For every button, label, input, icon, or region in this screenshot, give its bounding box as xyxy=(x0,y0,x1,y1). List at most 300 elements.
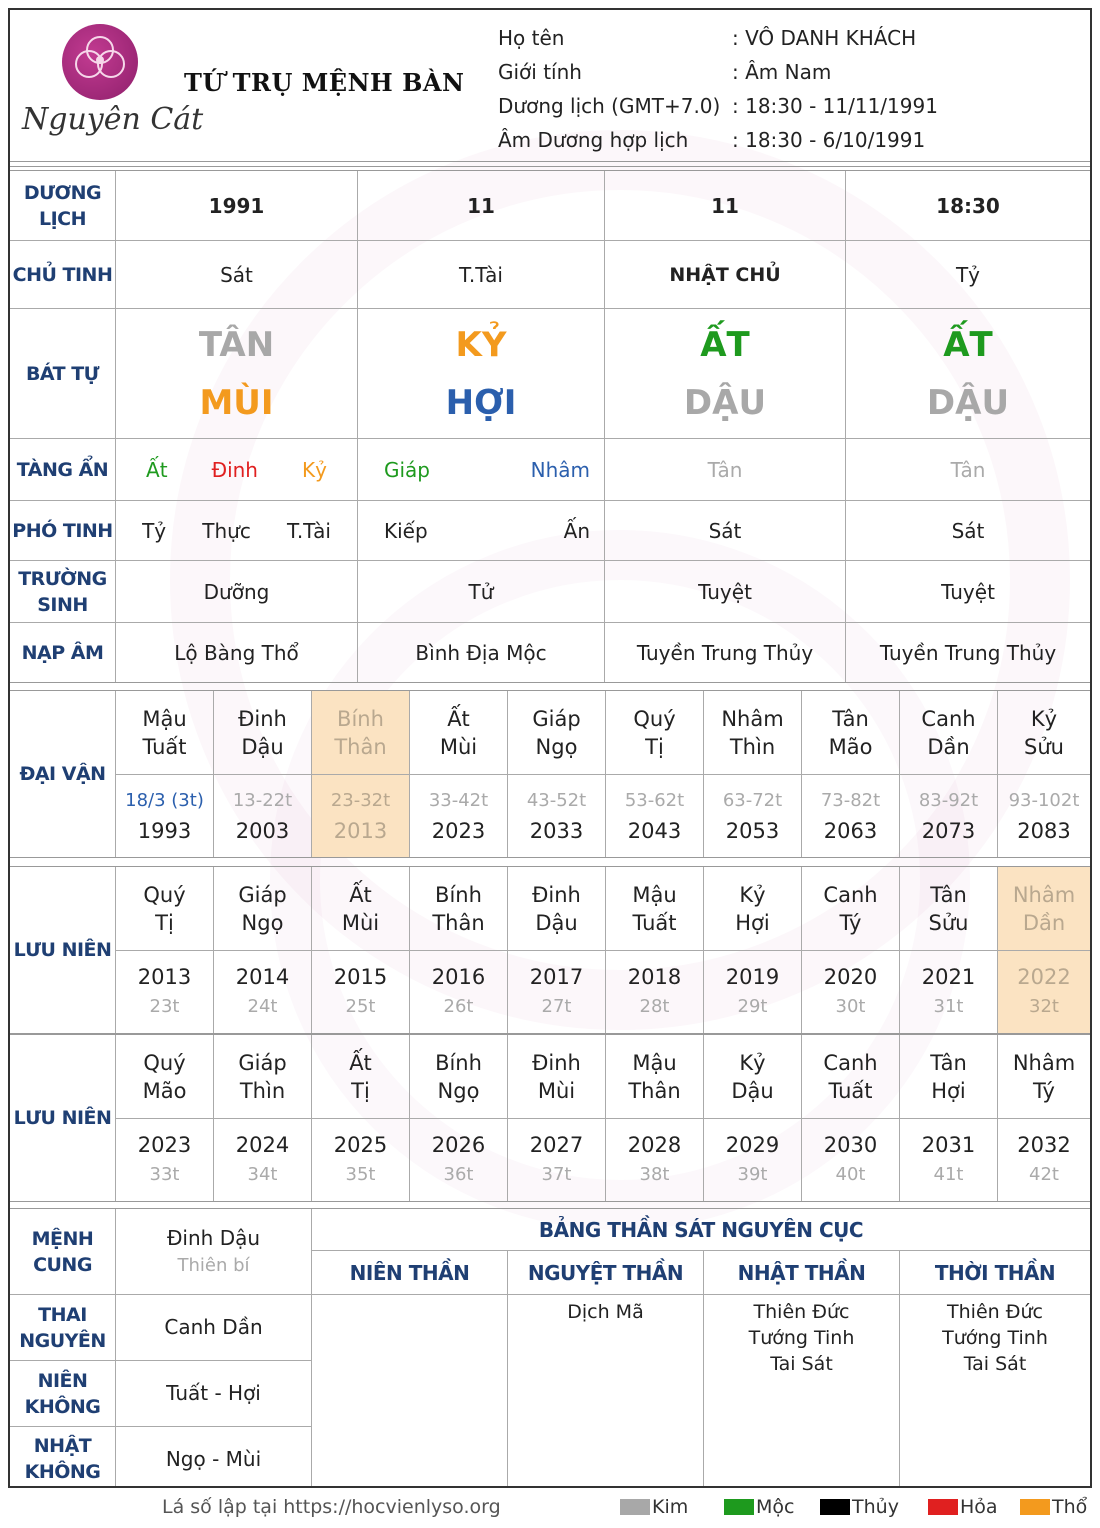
can-text: Quý xyxy=(143,882,186,907)
can-chi xyxy=(116,691,213,775)
nien-khong-text: Tuất - Hợi xyxy=(166,1381,261,1405)
can-text: TÂN xyxy=(198,324,275,365)
period xyxy=(116,775,213,857)
period xyxy=(900,951,997,1033)
nhat-khong-text: Ngọ - Mùi xyxy=(165,1446,262,1471)
menh-cung-text: Đinh Dậu xyxy=(166,1225,261,1250)
year-text: 2027 xyxy=(529,1133,584,1157)
chu-tinh-cell: Tỷ xyxy=(955,262,981,287)
year-text: 2018 xyxy=(627,965,682,989)
can-chi xyxy=(606,1035,703,1119)
legend-tho xyxy=(1020,1496,1087,1518)
info-label: Âm Dương hợp lịch xyxy=(498,128,689,152)
pho-tinh-item: Tỷ xyxy=(142,518,167,543)
age-text: 43-52t xyxy=(526,790,587,811)
nap-am-cell: Tuyền Trung Thủy xyxy=(879,640,1057,665)
chi-text: Mùi xyxy=(537,1078,576,1103)
can-chi xyxy=(116,867,213,951)
year-text: 2019 xyxy=(725,965,780,989)
than-sat-item: Thiên Đức xyxy=(947,1301,1043,1323)
luu-nien-column xyxy=(802,867,900,1033)
info-value: : 18:30 - 11/11/1991 xyxy=(732,94,938,118)
age-text: 28t xyxy=(639,996,670,1017)
row-label: NIÊN KHÔNG xyxy=(10,1361,116,1427)
pho-tinh-cell xyxy=(358,501,605,560)
period xyxy=(312,775,409,857)
row-label: PHÓ TINH xyxy=(10,501,116,560)
luu-nien-column xyxy=(312,1035,410,1201)
dai-van-column xyxy=(900,691,998,857)
tang-an-cell xyxy=(358,439,605,500)
can-text: Kỷ xyxy=(1030,706,1058,731)
period xyxy=(116,951,213,1033)
can-chi xyxy=(214,691,311,775)
period xyxy=(312,951,409,1033)
pho-tinh-cell: Sát xyxy=(605,501,846,560)
tang-an-cell xyxy=(116,439,358,500)
period xyxy=(410,775,507,857)
bat-tu-pillar xyxy=(846,309,1090,438)
period xyxy=(998,1119,1090,1201)
nap-am-cell: Tuyền Trung Thủy xyxy=(605,623,846,682)
dai-van-column xyxy=(508,691,606,857)
chi-text: Sửu xyxy=(928,910,969,935)
chi-text: Sửu xyxy=(1024,734,1064,759)
luu-nien-column xyxy=(802,1035,900,1201)
pho-tinh-cell: Sát xyxy=(951,518,985,543)
year-text: 2028 xyxy=(627,1133,682,1157)
chu-tinh-cell: Sát xyxy=(116,241,358,308)
can-text: Quý xyxy=(143,1050,186,1075)
than-sat-item: Dịch Mã xyxy=(567,1301,644,1323)
age-text: 38t xyxy=(639,1164,670,1185)
period xyxy=(214,775,311,857)
row-label: TÀNG ẨN xyxy=(10,439,116,500)
info-label: Giới tính xyxy=(498,60,582,84)
pho-tinh-item: Ấn xyxy=(563,518,590,543)
truong-sinh-cell: Tử xyxy=(358,561,605,622)
can-chi xyxy=(998,691,1090,775)
can-chi xyxy=(410,691,507,775)
period xyxy=(704,951,801,1033)
year-text: 2053 xyxy=(725,819,780,843)
legend-label: Kim xyxy=(652,1496,689,1518)
period xyxy=(214,951,311,1033)
year-text: 2016 xyxy=(431,965,486,989)
can-text: Kỷ xyxy=(739,882,766,907)
chi-text: Ngọ xyxy=(535,734,578,759)
can-text: Tân xyxy=(930,1050,967,1075)
can-text: Nhâm xyxy=(1012,1050,1076,1075)
can-chi xyxy=(998,867,1090,951)
year-text: 2003 xyxy=(235,819,290,843)
pillars-table xyxy=(10,170,1090,688)
chi-text: Thìn xyxy=(239,1078,286,1103)
can-text: Canh xyxy=(823,1050,878,1075)
dai-van-column xyxy=(704,691,802,857)
luu-nien-column xyxy=(312,867,410,1033)
age-text: 25t xyxy=(345,996,376,1017)
row-label: BÁT TỰ xyxy=(10,309,116,438)
header xyxy=(10,10,1090,162)
chi-text: Tuất xyxy=(632,910,677,935)
chi-text: Ngọ xyxy=(437,1078,480,1103)
can-chi xyxy=(508,867,605,951)
chi-text: Thân xyxy=(628,1078,681,1103)
chi-text: Ngọ xyxy=(241,910,284,935)
period xyxy=(410,951,507,1033)
chi-text: Tị xyxy=(351,1078,370,1103)
truong-sinh-cell: Dưỡng xyxy=(116,561,358,622)
luu-nien-column xyxy=(116,867,214,1033)
can-chi xyxy=(410,867,507,951)
can-text: Tân xyxy=(930,882,967,907)
than-sat-item: Tai Sát xyxy=(770,1353,833,1375)
age-text: 27t xyxy=(541,996,572,1017)
age-text: 26t xyxy=(443,996,474,1017)
chi-text: DẬU xyxy=(926,382,1010,423)
than-sat-column xyxy=(900,1251,1090,1488)
dai-van-column xyxy=(116,691,214,857)
dai-van-column xyxy=(606,691,704,857)
can-text: KỶ xyxy=(455,324,507,365)
chi-text: Tuất xyxy=(828,1078,873,1103)
row-label: LƯU NIÊN xyxy=(10,1035,116,1201)
luu-nien-column xyxy=(606,867,704,1033)
period xyxy=(900,1119,997,1201)
thai-nguyen-value xyxy=(116,1295,312,1361)
bat-tu-pillar xyxy=(116,309,358,438)
year-text: 2030 xyxy=(823,1133,878,1157)
age-text: 33t xyxy=(149,1164,180,1185)
age-text: 23t xyxy=(149,996,180,1017)
row-label: MỆNH CUNG xyxy=(10,1209,116,1295)
personal-info xyxy=(498,26,938,162)
age-text: 23-32t xyxy=(330,790,391,811)
luu-nien-column xyxy=(410,1035,508,1201)
can-chi xyxy=(900,867,997,951)
legend-label: Thổ xyxy=(1052,1496,1088,1518)
can-text: Ất xyxy=(349,1050,372,1075)
row-label: CHỦ TINH xyxy=(10,241,116,308)
age-text: 37t xyxy=(541,1164,572,1185)
bottom-section xyxy=(10,1208,1090,1488)
row-tang-an xyxy=(10,439,1090,501)
age-text: 34t xyxy=(247,1164,278,1185)
period xyxy=(312,1119,409,1201)
period xyxy=(704,775,801,857)
than-sat-item: Tướng Tinh xyxy=(942,1327,1048,1349)
year-text: 2015 xyxy=(333,965,388,989)
than-sat-body xyxy=(900,1299,1090,1377)
row-truong-sinh xyxy=(10,561,1090,623)
chi-text: Thìn xyxy=(729,734,776,759)
can-chi xyxy=(704,1035,801,1119)
age-text: 31t xyxy=(933,996,964,1017)
period xyxy=(606,1119,703,1201)
menh-cung-value xyxy=(116,1209,312,1295)
age-text: 83-92t xyxy=(918,790,979,811)
chi-text: Tị xyxy=(155,910,174,935)
row-pho-tinh xyxy=(10,501,1090,561)
can-chi xyxy=(900,1035,997,1119)
year-text: 1993 xyxy=(137,819,192,843)
dai-van-table xyxy=(10,690,1090,858)
can-chi xyxy=(998,1035,1090,1119)
can-chi xyxy=(312,691,409,775)
chi-text: Tị xyxy=(645,734,664,759)
can-text: Ất xyxy=(349,882,372,907)
hidden-stem: Ất xyxy=(146,457,168,482)
can-chi xyxy=(214,867,311,951)
can-chi xyxy=(116,1035,213,1119)
page-title: TỨ TRỤ MỆNH BÀN xyxy=(184,68,465,97)
can-chi xyxy=(900,691,997,775)
period xyxy=(802,775,899,857)
luu-nien-column xyxy=(508,867,606,1033)
chi-text: Tý xyxy=(839,910,862,935)
nap-am-cell: Lộ Bàng Thổ xyxy=(116,623,358,682)
info-value: : Âm Nam xyxy=(732,60,832,84)
period xyxy=(998,951,1090,1033)
swatch-icon xyxy=(620,1499,650,1515)
can-chi xyxy=(704,691,801,775)
legend-thuy xyxy=(820,1496,899,1518)
age-text: 40t xyxy=(835,1164,866,1185)
row-label: NHẬT KHÔNG xyxy=(10,1427,116,1488)
chi-text: DẬU xyxy=(683,382,767,423)
swatch-icon xyxy=(724,1499,754,1515)
row-label: THAI NGUYÊN xyxy=(10,1295,116,1361)
logo-text: Nguyên Cát xyxy=(22,102,204,137)
dai-van-column xyxy=(214,691,312,857)
period xyxy=(606,951,703,1033)
luu-nien-table-2 xyxy=(10,1034,1090,1202)
chi-text: Hợi xyxy=(931,1078,966,1103)
row-label: NẠP ÂM xyxy=(10,623,116,682)
can-chi xyxy=(802,691,899,775)
than-sat-column xyxy=(704,1251,900,1488)
legend-label: Mộc xyxy=(756,1496,795,1518)
info-row-lunar-date xyxy=(498,128,938,162)
period xyxy=(802,1119,899,1201)
can-text: ẤT xyxy=(700,324,750,365)
pillar-year: 1991 xyxy=(116,171,358,240)
truong-sinh-cell: Tuyệt xyxy=(941,579,995,604)
luu-nien-column xyxy=(410,867,508,1033)
chart-sheet xyxy=(8,8,1092,1488)
row-duong-lich xyxy=(10,171,1090,241)
swatch-icon xyxy=(820,1499,850,1515)
luu-nien-column xyxy=(508,1035,606,1201)
year-text: 2073 xyxy=(921,819,976,843)
chi-text: Dậu xyxy=(731,1078,774,1103)
info-value: : VÔ DANH KHÁCH xyxy=(732,26,917,50)
can-chi xyxy=(606,867,703,951)
year-text: 2032 xyxy=(1017,1133,1071,1157)
truong-sinh-cell: Tuyệt xyxy=(605,561,846,622)
period xyxy=(214,1119,311,1201)
pho-tinh-item: Thực xyxy=(202,518,251,543)
age-text: 93-102t xyxy=(1008,790,1080,811)
can-text: Quý xyxy=(633,706,676,731)
dai-van-column xyxy=(998,691,1090,857)
than-sat-head: THỜI THẦN xyxy=(900,1251,1090,1295)
age-text: 36t xyxy=(443,1164,474,1185)
info-row-gender xyxy=(498,60,938,94)
pho-tinh-item: T.Tài xyxy=(286,518,331,543)
legend-label: Thủy xyxy=(852,1496,899,1518)
age-text: 33-42t xyxy=(428,790,489,811)
period xyxy=(998,775,1090,857)
than-sat-item: Tai Sát xyxy=(963,1353,1027,1375)
can-text: Ất xyxy=(447,706,470,731)
can-text: Nhâm xyxy=(721,706,784,731)
chu-tinh-cell: T.Tài xyxy=(358,241,605,308)
age-text: 13-22t xyxy=(232,790,293,811)
year-text: 2022 xyxy=(1017,965,1071,989)
legend-hoa xyxy=(928,1496,998,1518)
info-label: Dương lịch (GMT+7.0) xyxy=(498,94,721,118)
age-text: 63-72t xyxy=(722,790,783,811)
can-text: Giáp xyxy=(238,882,287,907)
year-text: 2020 xyxy=(823,965,878,989)
than-sat-item: Thiên Đức xyxy=(753,1301,850,1323)
logo-icon xyxy=(62,24,138,100)
period xyxy=(410,1119,507,1201)
can-chi xyxy=(508,691,605,775)
can-text: Canh xyxy=(823,882,878,907)
than-sat-column xyxy=(312,1251,508,1488)
can-text: Mậu xyxy=(142,706,187,731)
luu-nien-column xyxy=(998,867,1090,1033)
period xyxy=(900,775,997,857)
can-text: Mậu xyxy=(632,882,677,907)
dai-van-column xyxy=(312,691,410,857)
than-sat-body xyxy=(508,1299,703,1325)
chi-text: Tuất xyxy=(142,734,187,759)
can-text: Bính xyxy=(435,1050,482,1075)
chi-text: Dần xyxy=(1022,910,1066,935)
period xyxy=(508,775,605,857)
year-text: 2024 xyxy=(235,1133,290,1157)
info-label: Họ tên xyxy=(498,26,565,50)
can-chi xyxy=(214,1035,311,1119)
row-label: ĐẠI VẬN xyxy=(10,691,116,857)
chu-tinh-cell: NHẬT CHỦ xyxy=(605,241,846,308)
row-label: LƯU NIÊN xyxy=(10,867,116,1033)
year-text: 2029 xyxy=(725,1133,780,1157)
year-text: 2017 xyxy=(529,965,584,989)
period xyxy=(802,951,899,1033)
tang-an-cell: Tân xyxy=(605,439,846,500)
luu-nien-column xyxy=(704,867,802,1033)
can-text: Canh xyxy=(921,706,976,731)
chi-text: Dậu xyxy=(241,734,284,759)
year-text: 2023 xyxy=(137,1133,192,1157)
can-chi xyxy=(410,1035,507,1119)
luu-nien-table-1 xyxy=(10,866,1090,1034)
year-text: 2031 xyxy=(921,1133,976,1157)
menh-cung-hint: Thiên bí xyxy=(177,1254,250,1276)
year-text: 2013 xyxy=(333,819,388,843)
swatch-icon xyxy=(928,1499,958,1515)
luu-nien-column xyxy=(998,1035,1090,1201)
can-chi xyxy=(508,1035,605,1119)
luu-nien-column xyxy=(214,1035,312,1201)
chi-text: Dần xyxy=(927,734,970,759)
age-text: 39t xyxy=(737,1164,768,1185)
legend-kim xyxy=(620,1496,688,1518)
age-text: 42t xyxy=(1029,1164,1059,1185)
chi-text: Hợi xyxy=(735,910,770,935)
row-bat-tu xyxy=(10,309,1090,439)
credit-link[interactable]: Lá số lập tại https://hocvienlyso.org xyxy=(162,1496,501,1518)
hidden-stem: Nhâm xyxy=(530,457,590,482)
chi-text: Mão xyxy=(142,1078,187,1103)
period xyxy=(508,1119,605,1201)
than-sat-body xyxy=(704,1299,899,1377)
year-text: 2014 xyxy=(235,965,290,989)
can-chi xyxy=(704,867,801,951)
luu-nien-column xyxy=(214,867,312,1033)
than-sat-title: BẢNG THẦN SÁT NGUYÊN CỤC xyxy=(312,1209,1090,1251)
pillar-month: 11 xyxy=(358,171,605,240)
bat-tu-pillar xyxy=(358,309,605,438)
swatch-icon xyxy=(1020,1499,1050,1515)
year-text: 2083 xyxy=(1017,819,1071,843)
chi-text: MÙI xyxy=(199,382,274,423)
age-text: 53-62t xyxy=(624,790,685,811)
pho-tinh-item: Kiếp xyxy=(384,518,428,543)
nap-am-cell: Bình Địa Mộc xyxy=(358,623,605,682)
can-text: Nhâm xyxy=(1012,882,1076,907)
can-chi xyxy=(312,1035,409,1119)
info-value: : 18:30 - 6/10/1991 xyxy=(732,128,926,152)
footer xyxy=(0,1492,1100,1524)
than-sat-head: NHẬT THẦN xyxy=(704,1251,899,1295)
chi-text: HỢI xyxy=(445,382,517,423)
than-sat-item: Tướng Tinh xyxy=(748,1327,855,1349)
legend-label: Hỏa xyxy=(960,1496,998,1518)
can-text: ẤT xyxy=(943,324,993,365)
than-sat-column xyxy=(508,1251,704,1488)
chi-text: Thân xyxy=(334,734,387,759)
can-text: Tân xyxy=(832,706,869,731)
age-text: 73-82t xyxy=(820,790,881,811)
period xyxy=(508,951,605,1033)
chi-text: Tý xyxy=(1033,1078,1055,1103)
can-chi xyxy=(606,691,703,775)
can-text: Giáp xyxy=(238,1050,287,1075)
age-text: 24t xyxy=(247,996,278,1017)
year-text: 2021 xyxy=(921,965,976,989)
hidden-stem: Giáp xyxy=(384,457,431,482)
bat-tu-pillar xyxy=(605,309,846,438)
row-label: TRƯỜNG SINH xyxy=(10,561,116,622)
year-text: 2033 xyxy=(529,819,584,843)
info-row-solar-date xyxy=(498,94,938,128)
than-sat-head: NGUYỆT THẦN xyxy=(508,1251,703,1295)
dai-van-column xyxy=(802,691,900,857)
age-text: 41t xyxy=(933,1164,964,1185)
luu-nien-column xyxy=(606,1035,704,1201)
period xyxy=(704,1119,801,1201)
chi-text: Thân xyxy=(432,910,485,935)
age-text: 29t xyxy=(737,996,768,1017)
can-chi xyxy=(802,1035,899,1119)
period xyxy=(606,775,703,857)
